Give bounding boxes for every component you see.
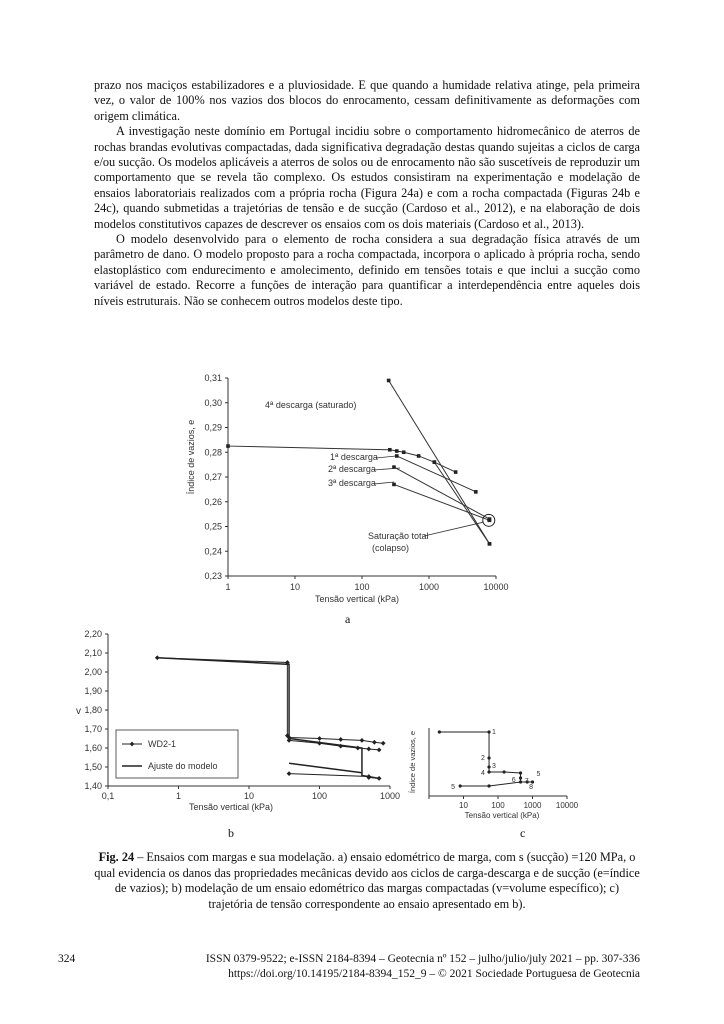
point-label: 4: [481, 770, 485, 777]
data-point: [402, 450, 406, 454]
data-point: [519, 771, 522, 774]
data-point: [395, 449, 399, 453]
data-series-line: [289, 763, 362, 773]
data-point: [487, 784, 490, 787]
x-tick-label: 0,1: [101, 791, 115, 801]
caption-label: Fig. 24: [98, 850, 135, 864]
x-tick-label: 100: [354, 582, 370, 592]
series-label: 1ª descarga: [330, 452, 378, 462]
data-point: [317, 736, 322, 741]
y-tick-label: 0,26: [204, 496, 222, 507]
annotation-leader: [424, 522, 483, 536]
y-tick-label: 0,28: [204, 447, 222, 458]
data-point: [459, 784, 462, 787]
figure-24a-chart: [180, 368, 520, 608]
data-point: [519, 780, 522, 783]
y-axis-label: v: [76, 706, 81, 717]
x-tick-label: 10: [459, 801, 468, 810]
stress-path-line: [439, 732, 532, 782]
data-point: [502, 770, 505, 773]
x-tick-label: 100: [311, 791, 328, 801]
y-tick-label: 2,10: [84, 648, 102, 658]
data-point: [487, 770, 490, 773]
data-point: [474, 490, 478, 494]
annotation-text: (colapso): [372, 543, 410, 553]
legend-label: Ajuste do modelo: [148, 761, 218, 771]
series-label: 4ª descarga (saturado): [265, 400, 357, 410]
annotation-text: Saturação total: [368, 531, 429, 541]
data-series-line: [397, 456, 476, 492]
data-point: [387, 379, 391, 383]
x-axis-label: Tensão vertical (kPa): [314, 594, 400, 604]
point-label: 3: [492, 763, 496, 770]
y-tick-label: 0,31: [204, 373, 222, 383]
x-tick-label: 1: [225, 582, 231, 592]
data-point: [487, 765, 490, 768]
point-label: 5: [536, 771, 541, 778]
point-label: 6: [511, 777, 516, 784]
footer-line-1: ISSN 0379-9522; e-ISSN 2184-8394 – Geotecnia nº 152 – julho/julio/july 2021 – pp. 307-336: [205, 953, 640, 965]
data-point: [360, 738, 365, 743]
y-tick-label: 1,80: [84, 705, 102, 715]
x-tick-label: 1000: [379, 791, 400, 801]
panel-label-c: c: [520, 826, 526, 840]
label-leader: [374, 468, 400, 470]
data-point: [519, 776, 522, 779]
figure-24c-chart: [405, 720, 580, 825]
x-tick-label: 1000: [418, 582, 440, 592]
x-tick-label: 10: [289, 582, 301, 592]
caption-text: – Ensaios com margas e sua modelação. a) ensaio edométrico de marga, com s (sucção) =120 MPa, o qual evidencia os danos das propriedades mecânicas devido aos ciclos de carga-descarga e de sucção (e=índice de vazios); b) modelação de um ensaio edométrico das margas compactadas (v=volume específico); c) trajetória de tensão correspondente ao ensaio apresentado em b).: [94, 850, 640, 911]
x-axis-label: Tensão vertical (kPa): [464, 811, 540, 820]
panel-label-a: a: [345, 612, 351, 626]
y-tick-label: 2,00: [84, 667, 102, 677]
panel-label-b: b: [228, 826, 234, 840]
y-tick-label: 0,29: [204, 422, 222, 433]
figure-24b-chart: [70, 626, 400, 826]
x-tick-label: 1000: [523, 801, 542, 810]
x-tick-label: 10000: [555, 801, 579, 810]
label-leader: [374, 482, 394, 484]
y-tick-label: 0,23: [204, 571, 222, 581]
y-tick-label: 1,40: [84, 781, 102, 791]
y-tick-label: 1,50: [84, 762, 102, 772]
point-label: 5: [451, 784, 456, 791]
y-tick-label: 1,70: [84, 724, 102, 734]
series-label: 3ª descarga: [328, 478, 376, 488]
x-tick-label: 100: [491, 801, 505, 810]
legend-label: WD2-1: [148, 739, 177, 749]
y-tick-label: 0,24: [204, 546, 222, 557]
series-label: 2ª descarga: [328, 464, 376, 474]
x-axis-label: Tensão vertical (kPa): [188, 802, 274, 812]
data-point: [454, 470, 458, 474]
x-tick-label: 10000: [483, 582, 509, 592]
y-tick-label: 2,20: [84, 629, 102, 639]
data-point: [287, 771, 292, 776]
data-series-line: [389, 380, 490, 543]
data-point: [366, 747, 371, 752]
y-tick-label: 1,90: [84, 686, 102, 696]
y-tick-label: 1,60: [84, 743, 102, 753]
data-point: [338, 737, 343, 742]
point-label: 2: [481, 755, 485, 762]
data-point: [388, 448, 392, 452]
page-footer: [58, 952, 640, 982]
point-label: 7: [524, 778, 529, 785]
page-number: 324: [58, 953, 76, 965]
paragraph: A investigação neste domínio em Portugal incidiu sobre o comportamento hidromecânico de aterros de rochas brandas evolutivas compactadas, dada significativa degradação destas quando sujeitas a ciclos de carga e/ou sucção. Os modelos aplicáveis a aterros de solos ou de enrocamento não são suscetíveis de reproduzir um comportamento que se revela tão complexo. Os estudos consistiram na experimentação e modelação de ensaios laboratoriais realizados com a própria rocha (Figura 24a) e com a rocha compactada (Figuras 24b e 24c), quando submetidas a trajetórias de tensão e de sucção (Cardoso et al., 2012), e na elaboração de dois modelos constitutivos capazes de descrever os ensaios com os dois materiais (Cardoso et al., 2013).: [94, 124, 640, 231]
paragraph: O modelo desenvolvido para o elemento de rocha considera a sua degradação física através de um parâmetro de dano. O modelo proposto para a rocha compactada, incorpora o aplicado à própria rocha, sendo elastoplástico com endurecimento e amolecimento, definido em tensões totais e que inclui a sucção como variável de estado. Recorre a funções de interação para quantificar a interdependência entre aqueles dois níveis estruturais. Não se conhecem outros modelos deste tipo.: [94, 232, 640, 308]
data-point: [487, 756, 490, 759]
y-tick-label: 0,27: [204, 472, 222, 482]
data-point: [433, 460, 437, 464]
data-point: [381, 741, 386, 746]
data-point: [377, 748, 382, 753]
y-tick-label: 0,30: [204, 397, 222, 408]
data-point: [372, 740, 377, 745]
data-point: [487, 730, 490, 733]
point-label: 8: [529, 784, 534, 791]
footer-line-2: https://doi.org/10.14195/2184-8394_152_9 – © 2021 Sociedade Portuguesa de Geotecnia: [228, 968, 640, 980]
data-point: [226, 444, 230, 448]
data-series-line: [394, 484, 490, 520]
data-point: [438, 730, 441, 733]
data-point: [392, 483, 396, 487]
point-label: 1: [492, 729, 496, 736]
y-axis-label: Índice de vazios, e: [186, 419, 196, 495]
figure-caption: [94, 850, 640, 912]
y-axis-label: Índice de vazios, e: [408, 730, 417, 794]
x-tick-label: 1: [175, 791, 182, 801]
data-series-line: [289, 740, 379, 750]
saturation-marker-dot: [487, 519, 490, 522]
data-point: [488, 542, 492, 546]
y-tick-label: 0,25: [204, 521, 222, 532]
data-point: [417, 454, 421, 458]
body-text: [94, 78, 640, 309]
label-leader: [376, 456, 396, 458]
paragraph: prazo nos maciços estabilizadores e a pluviosidade. E que quando a humidade relativa atinge, pela primeira vez, o valor de 100% nos vazios dos blocos do enrocamento, cessam definitivamente as deformações com origem climática.: [94, 78, 640, 123]
x-tick-label: 10: [243, 791, 255, 801]
